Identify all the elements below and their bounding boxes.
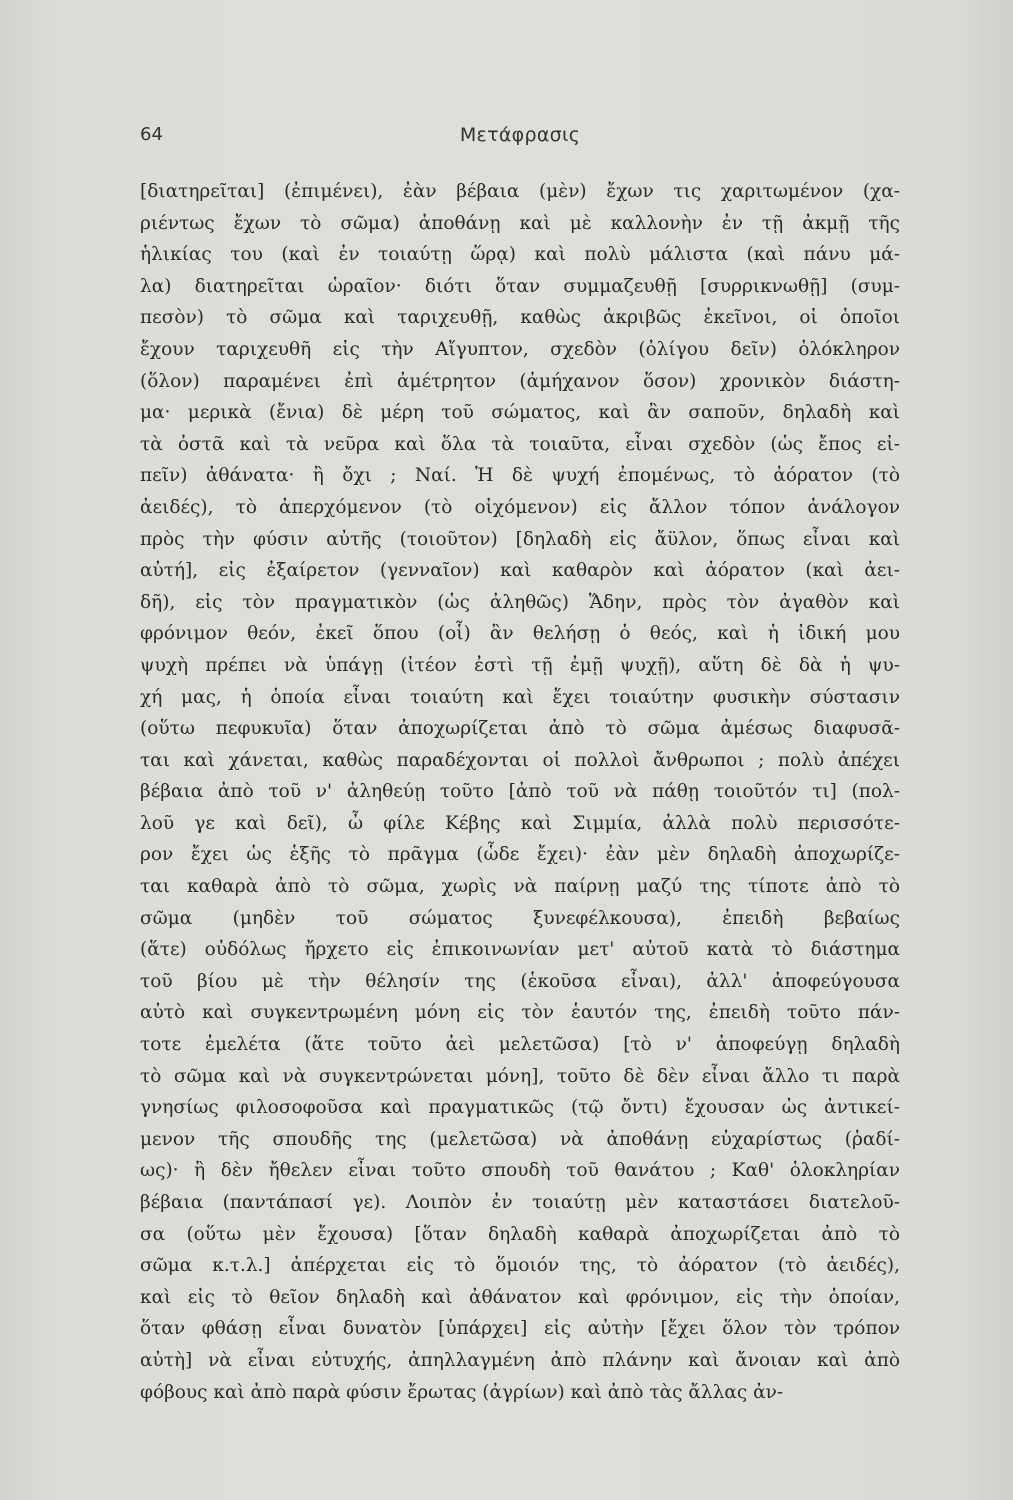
text-line: γνησίως φιλοσοφοῦσα καὶ πραγματικῶς (τῷ ὄντι) ἔχουσαν ὡς ἀντικεί- [140,1097,900,1119]
text-line: λοῦ γε καὶ δεῖ), ὦ φίλε Κέβης καὶ Σιμμία, ἀλλὰ πολὺ περισσότε- [140,812,900,834]
body-text [140,176,900,1408]
text-line: ται καὶ χάνεται, καθὼς παραδέχονται οἱ πολλοὶ ἄνθρωποι ; πολὺ ἀπέχει [140,749,900,771]
text-line: λα) διατηρεῖται ὡραῖον· διότι ὅταν συμμαζευθῇ [συρρικνωθῇ] (συμ- [140,275,900,297]
text-line: φρόνιμον θεόν, ἐκεῖ ὅπου (οἷ) ἂν θελήσῃ ὁ θεός, καὶ ἡ ἰδική μου [140,623,900,645]
text-line: τοῦ βίου μὲ τὴν θέλησίν της (ἑκοῦσα εἶναι), ἀλλ' ἀποφεύγουσα [140,970,900,992]
text-line: αὐτή], εἰς ἐξαίρετον (γενναῖον) καὶ καθαρὸν καὶ ἀόρατον (καὶ ἀει- [140,560,900,582]
text-line: τὸ σῶμα καὶ νὰ συγκεντρώνεται μόνη], τοῦτο δὲ δὲν εἶναι ἄλλο τι παρὰ [140,1065,900,1087]
text-line: πεῖν) ἀθάνατα· ἢ ὄχι ; Ναί. Ἡ δὲ ψυχή ἐπομένως, τὸ ἀόρατον (τὸ [140,465,900,487]
text-line: τὰ ὀστᾶ καὶ τὰ νεῦρα καὶ ὅλα τὰ τοιαῦτα, εἶναι σχεδὸν (ὡς ἔπος εἰ- [140,433,900,455]
text-line: (οὕτω πεφυκυῖα) ὅταν ἀποχωρίζεται ἀπὸ τὸ σῶμα ἀμέσως διαφυσᾶ- [140,718,900,740]
page-number: 64 [140,124,163,145]
text-line: (ὅλον) παραμένει ἐπὶ ἀμέτρητον (ἀμήχανον ὅσον) χρονικὸν διάστη- [140,370,900,392]
text-line: ψυχὴ πρέπει νὰ ὑπάγῃ (ἰτέον ἐστὶ τῇ ἐμῇ ψυχῇ), αὕτη δὲ δὰ ἡ ψυ- [140,654,900,676]
text-line: ἀειδές), τὸ ἀπερχόμενον (τὸ οἰχόμενον) εἰς ἄλλον τόπον ἀνάλογον [140,496,900,518]
text-line: ριέντως ἔχων τὸ σῶμα) ἀποθάνῃ καὶ μὲ καλλονὴν ἐν τῇ ἀκμῇ τῆς [140,212,900,234]
text-line: ὅταν φθάσῃ εἶναι δυνατὸν [ὑπάρχει] εἰς αὐτὴν [ἔχει ὅλον τὸν τρόπον [140,1318,900,1340]
text-line: σῶμα κ.τ.λ.] ἀπέρχεται εἰς τὸ ὅμοιόν της, τὸ ἀόρατον (τὸ ἀειδές), [140,1255,900,1277]
text-line: αὐτὸ καὶ συγκεντρωμένη μόνη εἰς τὸν ἑαυτόν της, ἐπειδὴ τοῦτο πάν- [140,1002,900,1024]
text-line: ται καθαρὰ ἀπὸ τὸ σῶμα, χωρὶς νὰ παίρνῃ μαζύ της τίποτε ἀπὸ τὸ [140,876,900,898]
page-header [140,124,900,154]
text-line: τοτε ἐμελέτα (ἅτε τοῦτο ἀεὶ μελετῶσα) [τὸ ν' ἀποφεύγῃ δηλαδὴ [140,1034,900,1056]
text-line: δῆ), εἰς τὸν πραγματικὸν (ὡς ἀληθῶς) Ἅδην, πρὸς τὸν ἀγαθὸν καὶ [140,591,900,613]
text-line: καὶ εἰς τὸ θεῖον δηλαδὴ καὶ ἀθάνατον καὶ φρόνιμον, εἰς τὴν ὁποίαν, [140,1286,900,1308]
text-line: πρὸς τὴν φύσιν αὐτῆς (τοιοῦτον) [δηλαδὴ εἰς ἄϋλον, ὅπως εἶναι καὶ [140,528,900,550]
text-line: βέβαια ἀπὸ τοῦ ν' ἀληθεύῃ τοῦτο [ἀπὸ τοῦ νὰ πάθῃ τοιοῦτόν τι] (πολ- [140,781,900,803]
text-line: πεσὸν) τὸ σῶμα καὶ ταριχευθῇ, καθὼς ἀκριβῶς ἐκεῖνοι, οἱ ὁποῖοι [140,307,900,329]
text-line: [διατηρεῖται] (ἐπιμένει), ἐὰν βέβαια (μὲν) ἔχων τις χαριτωμένον (χα- [140,181,900,202]
text-line: ἡλικίας του (καὶ ἐν τοιαύτῃ ὥρᾳ) καὶ πολὺ μάλιστα (καὶ πάνυ μά- [140,244,900,266]
text-line: βέβαια (παντάπασί γε). Λοιπὸν ἐν τοιαύτῃ μὲν καταστάσει διατελοῦ- [140,1192,900,1213]
text-line: σα (οὕτω μὲν ἔχουσα) [ὅταν δηλαδὴ καθαρὰ ἀποχωρίζεται ἀπὸ τὸ [140,1223,900,1245]
text-line: ἔχουν ταριχευθῆ εἰς τὴν Αἴγυπτον, σχεδὸν (ὀλίγου δεῖν) ὁλόκληρον [140,338,900,360]
text-line: αὐτὴ] νὰ εἶναι εὐτυχής, ἀπηλλαγμένη ἀπὸ πλάνην καὶ ἄνοιαν καὶ ἀπὸ [140,1349,900,1371]
text-line: μα· μερικὰ (ἔνια) δὲ μέρη τοῦ σώματος, καὶ ἂν σαποῦν, δηλαδὴ καὶ [140,402,900,424]
text-line: ως)· ἢ δὲν ἤθελεν εἶναι τοῦτο σπουδὴ τοῦ θανάτου ; Καθ' ὁλοκληρίαν [140,1160,900,1182]
text-line: ρον ἔχει ὡς ἑξῆς τὸ πρᾶγμα (ὧδε ἔχει)· ἐὰν μὲν δηλαδὴ ἀποχωρίζε- [140,844,900,866]
text-line: (ἅτε) οὐδόλως ἤρχετο εἰς ἐπικοινωνίαν μετ' αὐτοῦ κατὰ τὸ διάστημα [140,939,900,961]
text-line: σῶμα (μηδὲν τοῦ σώματος ξυνεφέλκουσα), ἐπειδὴ βεβαίως [140,907,900,929]
text-line: μενον τῆς σπουδῆς της (μελετῶσα) νὰ ἀποθάνῃ εὐχαρίστως (ῥαδί- [140,1128,900,1150]
text-line: χή μας, ἡ ὁποία εἶναι τοιαύτη καὶ ἔχει τοιαύτην φυσικὴν σύστασιν [140,686,900,708]
text-line: φόβους καὶ ἀπὸ παρὰ φύσιν ἔρωτας (ἀγρίων) καὶ ἀπὸ τὰς ἄλλας ἀν- [140,1381,784,1403]
running-title: Μετάφρασις [459,124,581,146]
